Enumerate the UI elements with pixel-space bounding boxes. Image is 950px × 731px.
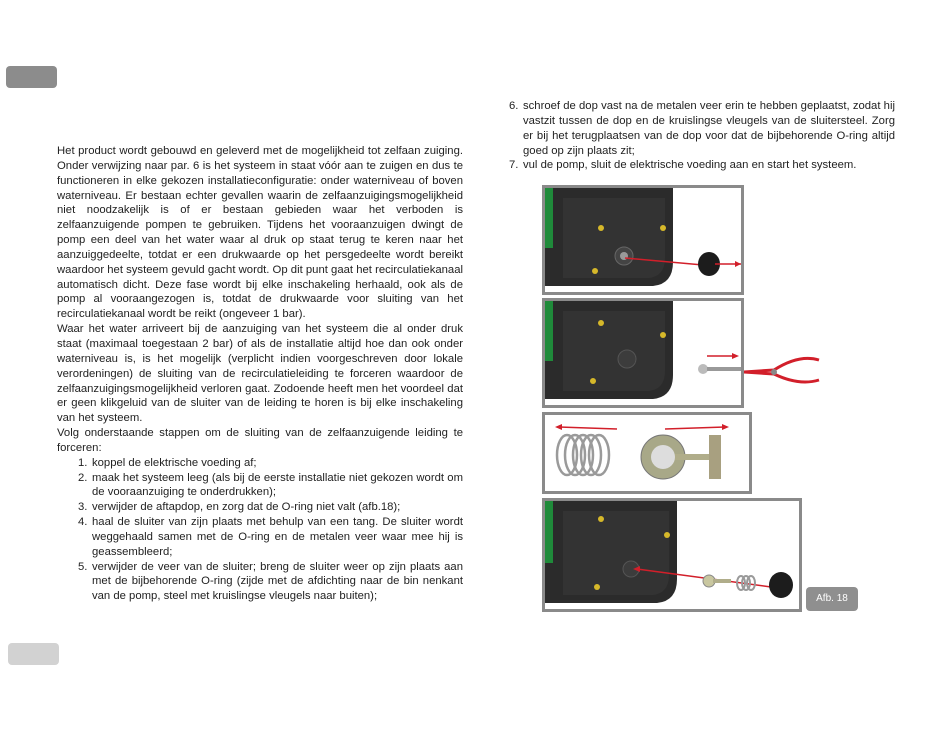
right-column bbox=[509, 99, 895, 173]
list-item: 5. verwijder de veer van de sluiter; breng de sluiter weer op zijn plaats aan met de bijbehorende O-ring (zijde met de afdichting naar de bin nenkant van de pomp, steel met kruislingse vleugels naar buiten); bbox=[78, 560, 463, 603]
page-tab-marker bbox=[6, 66, 57, 88]
list-item: 3. verwijder de aftapdop, en zorg dat de O-ring niet valt (afb.18); bbox=[78, 501, 401, 514]
figure-panel-remove-cap bbox=[542, 185, 744, 295]
steps-list-right bbox=[509, 99, 895, 173]
steps-list-left bbox=[57, 456, 463, 604]
list-item: 6. schroef de dop vast na de metalen veer erin te hebben geplaatst, zodat hij vastzit tussen de dop en de kruislingse vleugels van de sluitersteel. Zorg er bij het terugplaatsen van de dop voor dat de bijbehorende O-ring altijd goed op zijn plaats zit; bbox=[509, 100, 895, 157]
figure-panel-spring-shutter bbox=[542, 412, 752, 494]
list-item: 4. haal de sluiter van zijn plaats met behulp van een tang. De sluiter wordt weggehaald samen met de O-ring en de metalen veer waar mee hij is geassembleerd; bbox=[78, 516, 463, 558]
list-item: 2. maak het systeem leeg (als bij de eerste installatie niet gekozen wordt om de vooraanzuiging te onderdrukken); bbox=[78, 471, 463, 499]
figure-panel-pliers bbox=[542, 298, 744, 408]
paragraph-steps-intro: Volg onderstaande stappen om de sluiting van de zelfaanzuigende leiding te forceren: bbox=[57, 427, 463, 454]
pliers-icon bbox=[744, 352, 824, 386]
list-item: 7. vul de pomp, sluit de elektrische voeding aan en start het systeem. bbox=[509, 159, 857, 172]
paragraph-forcing: Waar het water arriveert bij de aanzuiging van het systeem die al onder druk staat (maximaal toegestaan 2 bar) of als de installatie altijd hoe dan ook onder waterniveau is, is het mogelijk (verplicht indien voorgeschreven door lokale verordeningen) de sluiting van de recirculatieleiding te forceren waardoor de zelfaanzuigingsmogelijkheid verloren gaat. Zodoende heeft men het voordeel dat er geen klikgeluid van de sluiter van de leiding te horen is bij elke inschakeling van het systeem. bbox=[57, 323, 463, 425]
paragraph-intro: Het product wordt gebouwd en geleverd met de mogelijkheid tot zelfaan zuiging. Onder verwijzing naar par. 6 is het systeem in staat vóór aan te zuigen en dus te functioneren in elke gekozen installatieconfiguratie: onder waterniveau of boven waterniveau. Er bestaan echter gevallen waarin de zelfaanzuigingsmogelijkheid niet noodzakelijk is of er bestaan gebieden waar het verboden is zelfaanzuigende pompen te gebruiken. Tijdens het vooraanzuigen dwingt de pomp een deel van het water waar al druk op staat terug te keren naar het aanzuiggedeelte, totdat er een drukwaarde op het persgedeelte wordt bereikt waardoor het systeem gevuld gacht wordt. Op dit punt gaat het recirculatiekanaal automatisch dicht. Deze fase wordt bij elke inschakeling herhaald, ook als de pomp al vooraangezogen is, totdat de drukwaarde voor sluiting van het recirculatiekanaal wordt be reikt (ongeveer 1 bar). bbox=[57, 145, 463, 321]
figure-panel-reassembly bbox=[542, 498, 802, 612]
list-item: 1. koppel de elektrische voeding af; bbox=[78, 456, 257, 469]
left-column bbox=[57, 144, 463, 604]
page-number-tab bbox=[8, 643, 59, 665]
figure-caption: Afb. 18 bbox=[806, 587, 858, 611]
